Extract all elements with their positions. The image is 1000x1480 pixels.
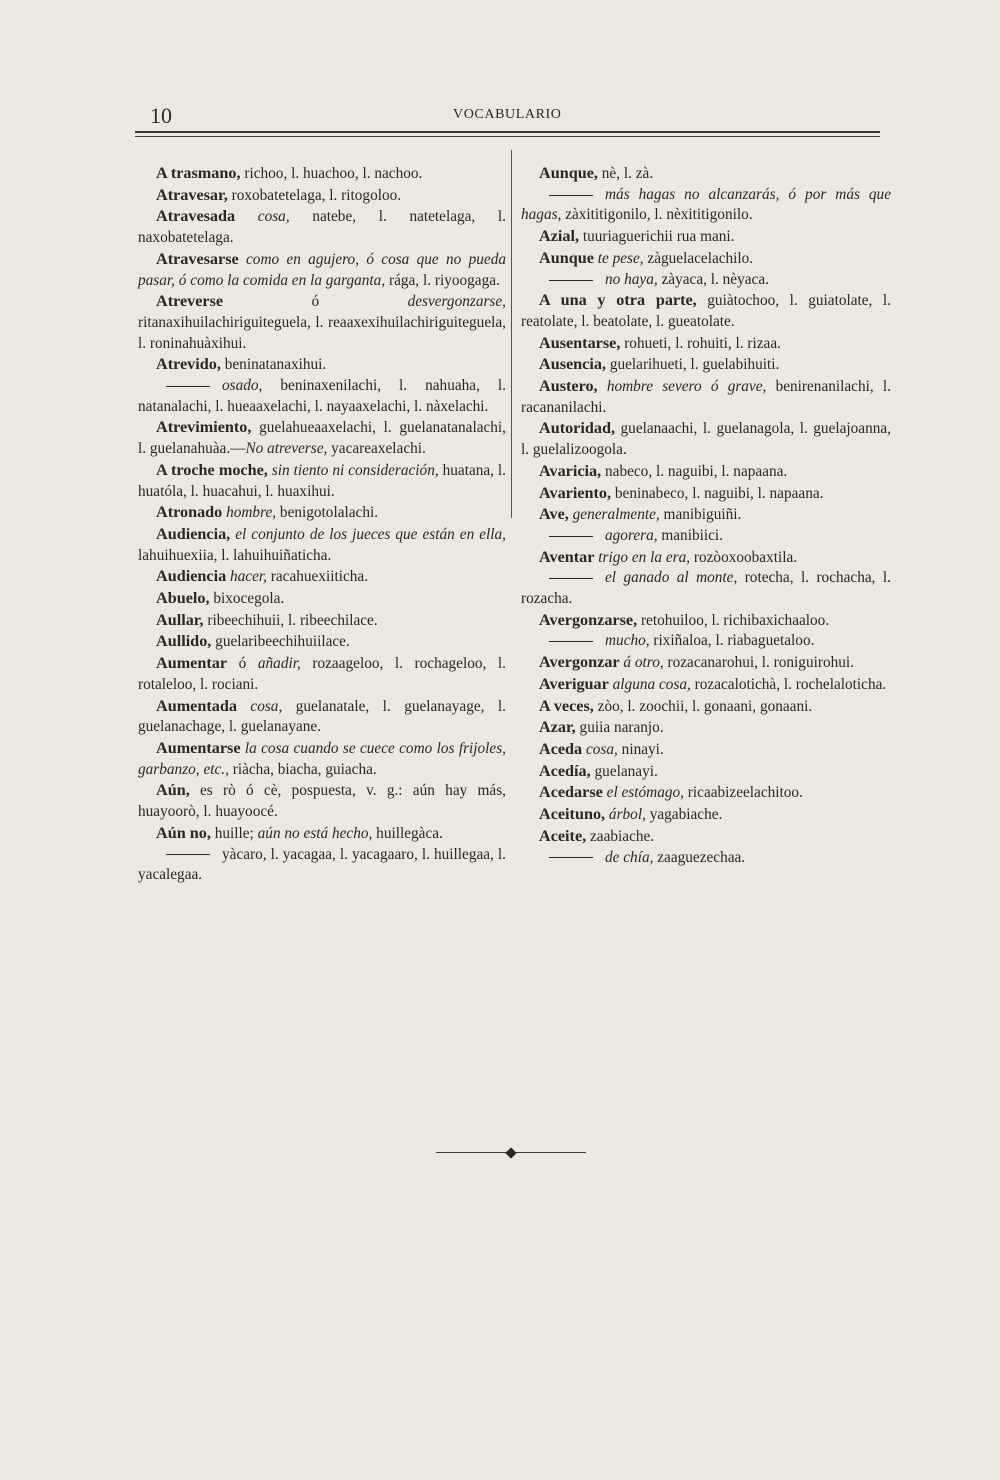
dictionary-entry (521, 504, 891, 526)
entry-headword: Atravesar, (156, 185, 228, 204)
entry-translation: racahuexiiticha. (266, 568, 369, 586)
entry-headword: Atrevimiento, (156, 418, 252, 437)
entry-headword: Acedía, (539, 761, 591, 780)
entry-translation: benirenanilachi, l. racananilachi. (521, 378, 891, 416)
column-divider (511, 150, 512, 518)
entry-translation: yàcaro, l. yacagaa, l. yacagaaro, l. huillegaa, l. yacalegaa. (138, 845, 506, 884)
dictionary-entry (521, 761, 891, 783)
entry-translation: es rò ó cè, pospuesta, v. g.: aún hay más, huayoorò, l. huayoocé. (138, 782, 506, 821)
repeat-dash (549, 536, 593, 537)
entry-gloss: el conjunto de los jueces que están en ella, (230, 525, 506, 543)
entry-translation: bixocegola. (209, 590, 285, 608)
entry-gloss: la cosa cuando se cuece como los frijoles, garbanzo, etc., (138, 739, 506, 778)
entry-translation: tuuriaguerichii rua mani. (579, 228, 735, 246)
entry-translation: guelanayi. (590, 762, 658, 780)
entry-translation: yacareaxelachi. (327, 440, 426, 458)
entry-gloss: alguna cosa, (608, 675, 691, 693)
entry-gloss: te pese, (593, 249, 644, 267)
entry-translation: guelanaachi, l. guelanagola, l. guelajoanna, l. guelalizoogola. (521, 420, 891, 459)
entry-gloss: el estómago, (602, 784, 684, 802)
entry-translation: huatana, l. huatóla, l. huacahui, l. huaxihui. (138, 461, 506, 500)
entry-translation: richoo, l. huachoo, l. nachoo. (240, 165, 423, 182)
repeat-dash (166, 854, 210, 855)
entry-gloss: como en agujero, ó cosa que no pueda pasar, ó como la comida en la garganta, (138, 250, 506, 289)
entry-translation: rozòoxoobaxtila. (690, 548, 798, 566)
dictionary-entry (521, 610, 891, 632)
entry-translation: ribeechihuii, l. ribeechilace. (203, 611, 378, 629)
entry-gloss: á otro, (619, 654, 664, 672)
dictionary-entry (521, 354, 891, 376)
dictionary-entry (138, 653, 506, 695)
entry-translation: nabeco, l. naguibi, l. napaana. (601, 462, 788, 480)
dictionary-entry (521, 163, 891, 185)
dictionary-entry (521, 270, 891, 291)
repeat-dash (549, 857, 593, 858)
entry-headword: Atravesada (156, 207, 236, 226)
entry-headword: Averiguar (539, 674, 609, 693)
entry-translation: rotecha, l. rochacha, l. rozacha. (521, 569, 891, 608)
entry-headword: Ave, (539, 505, 569, 524)
entry-translation: nè, l. zà. (597, 165, 654, 182)
dictionary-entry (521, 526, 891, 547)
entry-headword: Aún, (156, 781, 190, 800)
dictionary-entry (521, 631, 891, 652)
entry-gloss: osado, (222, 377, 263, 395)
dictionary-entry (521, 418, 891, 460)
entry-headword: A trasmano, (156, 164, 241, 182)
dictionary-entry (138, 631, 506, 653)
entry-gloss: cosa, (582, 740, 618, 758)
entry-headword: Avariento, (539, 483, 612, 502)
end-ornament (436, 1151, 586, 1154)
entry-headword: Aumentarse (156, 738, 241, 757)
entry-translation: huillegàca. (372, 824, 443, 842)
entry-translation: rozaageloo, l. rochageloo, l. rotaleloo, l. rociani. (138, 655, 506, 693)
dictionary-entry (138, 291, 506, 354)
entry-gloss: cosa, (236, 697, 283, 715)
dictionary-entry (138, 588, 506, 610)
entry-translation: riàcha, biacha, guiacha. (228, 760, 377, 778)
entry-translation: zaaguezechaa. (653, 848, 746, 866)
dictionary-entry (521, 674, 891, 696)
entry-headword: Aumentar (156, 654, 228, 673)
entry-translation: rozacanarohui, l. roniguirohui. (663, 654, 854, 672)
dictionary-entry (138, 163, 506, 185)
entry-translation: zàyaca, l. nèyaca. (657, 270, 769, 288)
entry-headword: Avergonzar (539, 653, 620, 672)
entry-gloss: generalmente, (568, 506, 660, 524)
dictionary-entry (521, 547, 891, 569)
dictionary-entry (138, 524, 506, 566)
entry-gloss: cosa, (235, 208, 290, 226)
entry-translation: yagabiache. (645, 806, 723, 824)
entry-gloss: hombre severo ó grave, (597, 378, 767, 396)
entry-headword: A troche moche, (156, 460, 268, 479)
entry-headword: A veces, (539, 696, 594, 715)
dictionary-entry (138, 845, 506, 886)
dictionary-entry (521, 461, 891, 483)
ornament-diamond (505, 1147, 516, 1158)
entry-gloss: de chía, (605, 848, 654, 866)
header-rule-thin (135, 136, 880, 137)
dictionary-entry (138, 780, 506, 822)
page-number: 10 (150, 103, 172, 128)
repeat-dash (549, 195, 593, 196)
entry-headword: Avergonzarse, (539, 610, 638, 629)
entry-translation: beninatanaxihui. (220, 356, 327, 374)
dictionary-entry (138, 502, 506, 524)
entry-headword: Abuelo, (156, 589, 210, 608)
entry-headword: Aumentada (156, 696, 237, 715)
dictionary-entry (138, 206, 506, 248)
dictionary-entry (521, 290, 891, 332)
entry-translation: guelanatale, l. guelanayage, l. guelanachage, l. guelanayane. (138, 697, 506, 736)
entry-headword: Azar, (539, 718, 576, 737)
dictionary-entry (521, 804, 891, 826)
dictionary-entry (521, 333, 891, 355)
entry-headword: Autoridad, (539, 419, 616, 438)
left-column (138, 163, 506, 886)
entry-translation: rohueti, l. rohuiti, l. rizaa. (620, 334, 781, 352)
dictionary-entry (521, 739, 891, 761)
dictionary-entry (521, 248, 891, 270)
entry-headword: Aceda (539, 739, 583, 758)
repeat-dash (549, 280, 593, 281)
entry-translation: rága, l. riyoogaga. (385, 271, 500, 289)
entry-translation: huille; (210, 824, 258, 842)
repeat-dash (549, 641, 593, 642)
entry-gloss: aún no está hecho, (257, 824, 373, 842)
entry-translation: guiàtochoo, l. guiatolate, l. reatolate, l. beatolate, l. gueatolate. (521, 292, 891, 330)
entry-translation: lahuihuexiia, l. lahuihuiñaticha. (138, 546, 332, 564)
entry-translation: guiia naranjo. (575, 719, 664, 737)
entry-translation: guelarihueti, l. guelabihuiti. (606, 356, 780, 374)
entry-headword: Aún no, (156, 823, 211, 842)
dictionary-entry (521, 568, 891, 609)
entry-headword: Acedarse (539, 783, 603, 802)
dictionary-entry (521, 185, 891, 226)
entry-gloss: árbol, (605, 806, 646, 824)
dictionary-entry (521, 376, 891, 418)
entry-gloss: agorera, (605, 526, 658, 544)
entry-translation: beninabeco, l. naguibi, l. napaana. (611, 484, 824, 502)
entry-translation: roxobatetelaga, l. ritogoloo. (227, 186, 402, 204)
dictionary-entry (521, 782, 891, 804)
entry-gloss: más hagas no alcanzarás, ó por más que hagas, (521, 185, 891, 224)
running-head: VOCABULARIO (453, 107, 562, 122)
entry-headword: Atrevido, (156, 355, 221, 374)
dictionary-entry (521, 717, 891, 739)
entry-translation: zàguelacelachilo. (643, 249, 754, 267)
dictionary-entry (521, 826, 891, 848)
dictionary-entry (521, 483, 891, 505)
entry-translation: natebe, l. natetelaga, l. naxobatetelaga. (138, 208, 506, 247)
entry-headword: Atravesarse (156, 249, 239, 268)
entry-connector: ó (223, 293, 408, 311)
entry-translation: zaabiache. (586, 827, 655, 845)
entry-translation: ninayi. (617, 740, 664, 758)
entry-headword: Atreverse (156, 292, 224, 311)
entry-gloss: hombre, (222, 504, 277, 522)
dictionary-entry (138, 610, 506, 632)
dictionary-entry (138, 696, 506, 738)
entry-gloss: sin tiento ni consideración, (267, 461, 439, 479)
repeat-dash (549, 578, 593, 579)
entry-translation: rixiñaloa, l. riabaguetaloo. (649, 632, 815, 650)
dictionary-entry (138, 738, 506, 780)
entry-gloss: el ganado al monte, (605, 569, 738, 587)
entry-headword: Aceituno, (539, 805, 606, 824)
entry-headword: Aullido, (156, 632, 212, 651)
entry-translation: benigotolalachi. (276, 504, 379, 522)
entry-translation: guelahueaaxelachi, l. guelanatanalachi, l. guelanahuàa.— (138, 419, 506, 458)
entry-headword: Aunque (539, 248, 594, 267)
entry-translation: ricaabizeelachitoo. (683, 784, 803, 802)
dictionary-entry (138, 354, 506, 376)
dictionary-entry (521, 226, 891, 248)
entry-headword: Azial, (539, 227, 580, 246)
dictionary-entry (521, 652, 891, 674)
entry-translation: ritanaxihuilachiriguiteguela, l. reaaxexihuilachiriguiteguela, l. roninahuàxihui. (138, 313, 506, 352)
entry-translation: zòo, l. zoochii, l. gonaani, gonaani. (593, 697, 813, 715)
entry-translation: guelaribeechihuiilace. (211, 633, 350, 651)
dictionary-entry (138, 823, 506, 845)
dictionary-entry (521, 696, 891, 718)
entry-headword: Aventar (539, 547, 595, 566)
header-rule-thick (135, 131, 880, 133)
entry-headword: Ausentarse, (539, 333, 621, 352)
entry-headword: Avaricia, (539, 461, 602, 480)
entry-gloss: añadir, (257, 655, 301, 673)
entry-translation: zàxititigonilo, l. nèxititigonilo. (561, 206, 753, 224)
entry-translation: manibiguiñi. (659, 506, 742, 524)
entry-gloss: no haya, (605, 270, 658, 288)
dictionary-entry (521, 848, 891, 869)
entry-headword: Audiencia (156, 567, 227, 586)
dictionary-entry (138, 460, 506, 502)
entry-translation: manibiici. (657, 526, 723, 544)
dictionary-entry (138, 185, 506, 207)
entry-translation: retohuiloo, l. richibaxichaaloo. (637, 611, 830, 629)
entry-gloss: hacer, (226, 568, 267, 586)
entry-headword: A una y otra parte, (539, 291, 697, 310)
dictionary-entry (138, 376, 506, 417)
entry-translation: beninaxenilachi, l. nahuaha, l. natanalachi, l. hueaaxelachi, l. nayaaxelachi, l. nàxelachi. (138, 377, 506, 415)
entry-headword: Audiencia, (156, 524, 231, 543)
entry-gloss: No atreverse, (245, 440, 328, 458)
entry-headword: Aceite, (539, 826, 587, 845)
entry-headword: Ausencia, (539, 355, 607, 374)
entry-headword: Aunque, (539, 164, 598, 182)
entry-gloss: trigo en la era, (594, 548, 691, 566)
entry-headword: Austero, (539, 377, 598, 396)
right-column (521, 163, 891, 868)
repeat-dash (166, 386, 210, 387)
entry-headword: Aullar, (156, 610, 204, 629)
dictionary-entry (138, 566, 506, 588)
entry-connector: ó (227, 655, 258, 673)
entry-translation: rozacalotichà, l. rochelaloticha. (690, 675, 887, 693)
entry-gloss: desvergonzarse, (407, 293, 506, 311)
dictionary-entry (138, 249, 506, 291)
entry-headword: Atronado (156, 503, 223, 522)
dictionary-entry (138, 417, 506, 459)
entry-gloss: mucho, (605, 632, 650, 650)
